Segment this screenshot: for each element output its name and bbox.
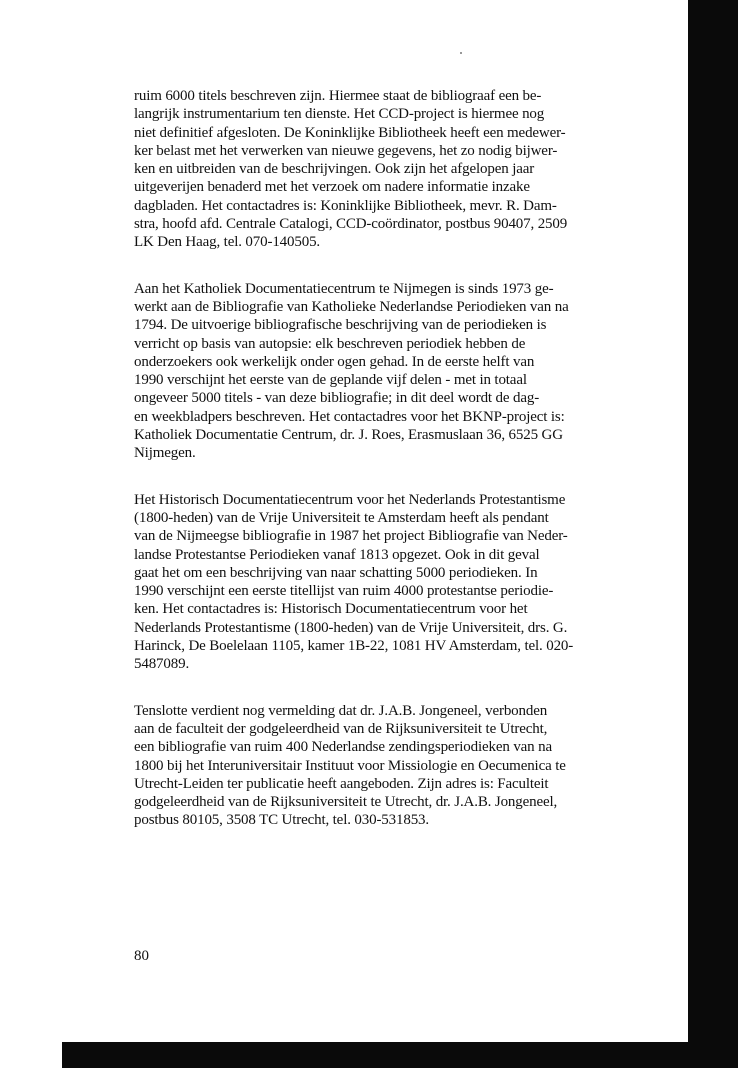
text-line: Katholiek Documentatie Centrum, dr. J. Roes, Erasmuslaan 36, 6525 GG (134, 427, 563, 444)
text-line: Aan het Katholiek Documentatiecentrum te Nijmegen is sinds 1973 ge- (134, 280, 554, 297)
text-line: stra, hoofd afd. Centrale Catalogi, CCD-coördinator, postbus 90407, 2509 (134, 216, 568, 233)
text-line: 1800 bij het Interuniversitair Instituut voor Missiologie en Oecumenica te (134, 757, 566, 774)
scan-frame-right (688, 0, 738, 1068)
text-line: dagbladen. Het contactadres is: Koninklijke Bibliotheek, mevr. R. Dam- (134, 197, 557, 214)
text-line: aan de faculteit der godgeleerdheid van de Rijksuniversiteit te Utrecht, (134, 720, 548, 737)
text-line: een bibliografie van ruim 400 Nederlandse zendingsperiodieken van na (134, 739, 552, 756)
paragraph-ccd-project (134, 87, 644, 252)
text-line: onderzoekers ook werkelijk onder ogen gehad. In de eerste helft van (134, 353, 535, 370)
scan-speck (460, 52, 462, 54)
text-line: postbus 80105, 3508 TC Utrecht, tel. 030-531853. (134, 812, 430, 829)
text-line: niet definitief afgesloten. De Koninklijke Bibliotheek heeft een medewer- (134, 124, 566, 141)
text-line: Nederlands Protestantisme (1800-heden) van de Vrije Universiteit, drs. G. (134, 619, 568, 636)
text-line: van de Nijmeegse bibliografie in 1987 het project Bibliografie van Neder- (134, 528, 568, 545)
text-line: ken. Het contactadres is: Historisch Documentatiecentrum voor het (134, 601, 528, 618)
text-line: gaat het om een beschrijving van naar schatting 5000 periodieken. In (134, 564, 538, 581)
paragraph-jongeneel (134, 702, 644, 830)
text-line: ker belast met het verwerken van nieuwe gegevens, het zo nodig bijwer- (134, 142, 558, 159)
text-line: ken en uitbreiden van de beschrijvingen. Ook zijn het afgelopen jaar (134, 161, 535, 178)
text-line: Utrecht-Leiden ter publicatie heeft aangeboden. Zijn adres is: Faculteit (134, 775, 549, 792)
text-line: 1990 verschijnt een eerste titellijst van ruim 4000 protestantse periodie- (134, 583, 554, 600)
paragraph-katholiek-documentatiecentrum (134, 280, 644, 463)
text-line: langrijk instrumentarium ten dienste. Het CCD-project is hiermee nog (134, 106, 545, 123)
text-line: 1990 verschijnt het eerste van de geplande vijf delen - met in totaal (134, 372, 527, 389)
text-line: en weekbladpers beschreven. Het contactadres voor het BKNP-project is: (134, 408, 565, 425)
text-line: (1800-heden) van de Vrije Universiteit te Amsterdam heeft als pendant (134, 509, 549, 526)
text-line: Het Historisch Documentatiecentrum voor het Nederlands Protestantisme (134, 491, 566, 508)
text-line: LK Den Haag, tel. 070-140505. (134, 234, 321, 251)
text-line: werkt aan de Bibliografie van Katholieke Nederlandse Periodieken van na (134, 298, 569, 315)
text-line: uitgeverijen benaderd met het verzoek om nadere informatie inzake (134, 179, 530, 196)
page-body (134, 87, 644, 858)
scan-frame-bottom (62, 1042, 738, 1068)
text-line: 1794. De uitvoerige bibliografische beschrijving van de periodieken is (134, 317, 547, 334)
text-line: verricht op basis van autopsie: elk beschreven periodiek hebben de (134, 335, 526, 352)
text-line: 5487089. (134, 656, 190, 673)
text-line: Nijmegen. (134, 445, 196, 462)
text-line: godgeleerdheid van de Rijksuniversiteit te Utrecht, dr. J.A.B. Jongeneel, (134, 794, 558, 811)
text-line: landse Protestantse Periodieken vanaf 1813 opgezet. Ook in dit geval (134, 546, 540, 563)
text-line: ongeveer 5000 titels - van deze bibliografie; in dit deel wordt de dag- (134, 390, 540, 407)
text-line: Tenslotte verdient nog vermelding dat dr. J.A.B. Jongeneel, verbonden (134, 702, 548, 719)
page-number: 80 (134, 948, 149, 964)
text-line: Harinck, De Boelelaan 1105, kamer 1B-22, 1081 HV Amsterdam, tel. 020- (134, 638, 574, 655)
text-line: ruim 6000 titels beschreven zijn. Hiermee staat de bibliograaf een be- (134, 88, 542, 104)
paragraph-historisch-documentatiecentrum (134, 491, 644, 674)
